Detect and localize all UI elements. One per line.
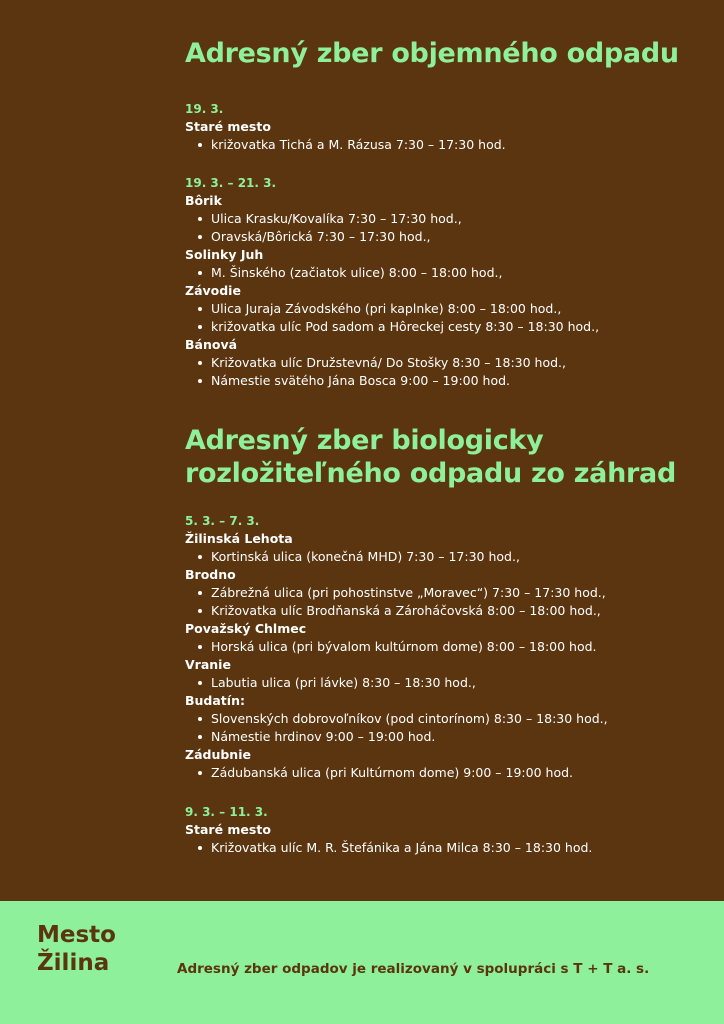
bullet-icon bbox=[198, 735, 202, 739]
date-heading: 9. 3. – 11. 3. bbox=[185, 805, 268, 819]
footer bbox=[0, 901, 724, 1024]
date-heading: 5. 3. – 7. 3. bbox=[185, 514, 260, 528]
list-item: Ulica Krasku/Kovalíka 7:30 – 17:30 hod., bbox=[185, 210, 599, 228]
list-item: Zábrežná ulica (pri pohostinstve „Moravec“) 7:30 – 17:30 hod., bbox=[185, 584, 608, 602]
list-item: Križovatka ulíc Brodňanská a Zároháčovská 8:00 – 18:00 hod., bbox=[185, 602, 608, 620]
logo-line: Mesto bbox=[37, 922, 116, 948]
place-name: Solinky Juh bbox=[185, 247, 264, 262]
section-title-garden-waste bbox=[185, 424, 676, 490]
bullet-icon bbox=[198, 217, 202, 221]
place-name: Brodno bbox=[185, 567, 236, 582]
place-name: Zádubnie bbox=[185, 747, 251, 762]
bullet-icon bbox=[198, 681, 202, 685]
title-line: Adresný zber biologicky bbox=[185, 425, 544, 456]
place-name: Vranie bbox=[185, 657, 231, 672]
list-item: Oravská/Bôrická 7:30 – 17:30 hod., bbox=[185, 228, 599, 246]
list-item: Križovatka ulíc Družstevná/ Do Stošky 8:30 – 18:30 hod., bbox=[185, 354, 599, 372]
bullet-icon bbox=[198, 645, 202, 649]
list-item: Kortinská ulica (konečná MHD) 7:30 – 17:30 hod., bbox=[185, 548, 608, 566]
footer-note: Adresný zber odpadov je realizovaný v spolupráci s T + T a. s. bbox=[177, 961, 650, 977]
list-item: Zádubanská ulica (pri Kultúrnom dome) 9:00 – 19:00 hod. bbox=[185, 764, 608, 782]
bullet-icon bbox=[198, 379, 202, 383]
list-item: Ulica Juraja Závodského (pri kaplnke) 8:00 – 18:00 hod., bbox=[185, 300, 599, 318]
bullet-icon bbox=[198, 609, 202, 613]
bullet-icon bbox=[198, 591, 202, 595]
place-name: Žilinská Lehota bbox=[185, 531, 293, 546]
list-item: križovatka Tichá a M. Rázusa 7:30 – 17:30 hod. bbox=[185, 136, 506, 154]
place-name: Staré mesto bbox=[185, 119, 271, 134]
bullet-icon bbox=[198, 307, 202, 311]
bullet-icon bbox=[198, 361, 202, 365]
list-item: Horská ulica (pri bývalom kultúrnom dome) 8:00 – 18:00 hod. bbox=[185, 638, 608, 656]
date-heading: 19. 3. bbox=[185, 102, 224, 116]
date-heading: 19. 3. – 21. 3. bbox=[185, 176, 277, 190]
schedule-block bbox=[185, 100, 506, 154]
place-name: Staré mesto bbox=[185, 822, 271, 837]
list-item: Námestie hrdinov 9:00 – 19:00 hod. bbox=[185, 728, 608, 746]
schedule-block bbox=[185, 512, 608, 782]
bullet-icon bbox=[198, 555, 202, 559]
place-name: Bánová bbox=[185, 337, 238, 352]
section-title-bulky-waste: Adresný zber objemného odpadu bbox=[185, 38, 679, 69]
bullet-icon bbox=[198, 717, 202, 721]
list-item: Námestie svätého Jána Bosca 9:00 – 19:00 hod. bbox=[185, 372, 599, 390]
schedule-block bbox=[185, 174, 599, 390]
bullet-icon bbox=[198, 846, 202, 850]
title-line: rozložiteľného odpadu zo záhrad bbox=[185, 458, 676, 489]
schedule-block bbox=[185, 803, 592, 857]
place-name: Závodie bbox=[185, 283, 241, 298]
place-name: Budatín: bbox=[185, 693, 245, 708]
bullet-icon bbox=[198, 271, 202, 275]
bullet-icon bbox=[198, 325, 202, 329]
logo-line: Žilina bbox=[37, 950, 110, 976]
bullet-icon bbox=[198, 235, 202, 239]
bullet-icon bbox=[198, 143, 202, 147]
list-item: Križovatka ulíc M. R. Štefánika a Jána Milca 8:30 – 18:30 hod. bbox=[185, 839, 592, 857]
list-item: križovatka ulíc Pod sadom a Hôreckej cesty 8:30 – 18:30 hod., bbox=[185, 318, 599, 336]
list-item: Labutia ulica (pri lávke) 8:30 – 18:30 hod., bbox=[185, 674, 608, 692]
list-item: M. Šinského (začiatok ulice) 8:00 – 18:00 hod., bbox=[185, 264, 599, 282]
bullet-icon bbox=[198, 771, 202, 775]
place-name: Bôrik bbox=[185, 193, 222, 208]
list-item: Slovenských dobrovoľníkov (pod cintorínom) 8:30 – 18:30 hod., bbox=[185, 710, 608, 728]
city-logo bbox=[37, 921, 116, 977]
place-name: Považský Chlmec bbox=[185, 621, 307, 636]
